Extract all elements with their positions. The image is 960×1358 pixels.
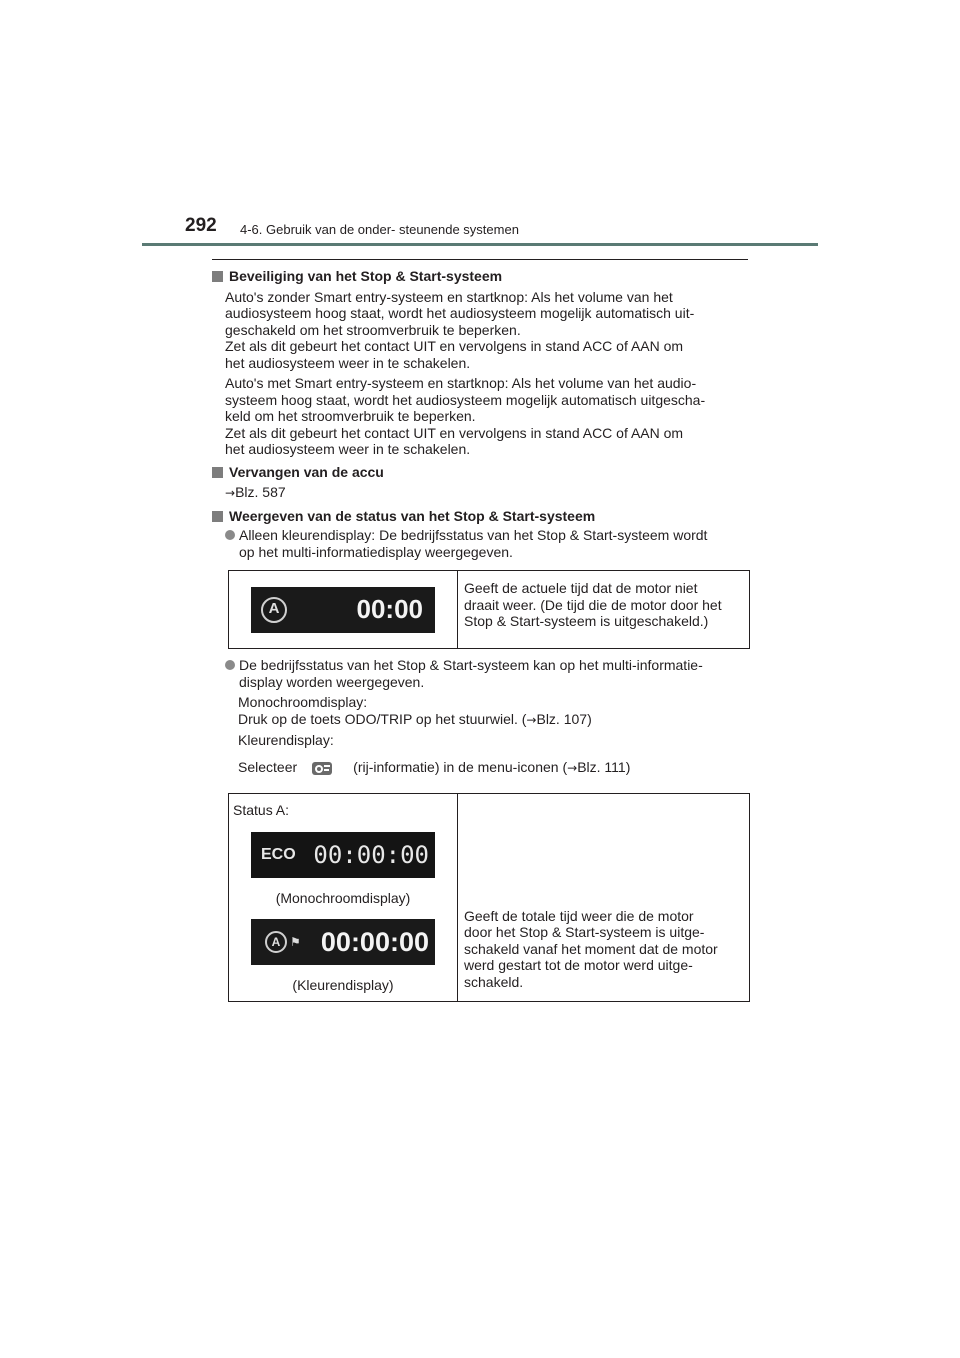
paragraph-no-smart-entry [225, 289, 748, 372]
arrow-icon: → [526, 712, 537, 727]
arrow-icon: → [567, 760, 578, 775]
page-number: 292 [185, 215, 217, 236]
info-table-current-time [228, 570, 750, 649]
auto-stop-icon: A [261, 597, 287, 623]
text-line: Alleen kleurendisplay: De bedrijfsstatus van het Stop & Start-systeem wordt [239, 527, 708, 543]
drive-info-icon [311, 759, 333, 777]
page-content [212, 266, 748, 1002]
instruction-text: Druk op de toets ODO/TRIP op het stuurwiel. ( [238, 710, 527, 727]
text-line: schakeld. [464, 973, 524, 990]
square-bullet-icon [212, 511, 223, 522]
round-bullet-icon [225, 530, 235, 540]
flag-icon: ⚑ [290, 934, 301, 949]
text-line: werd gestart tot de motor werd uitge- [464, 957, 693, 974]
auto-stop-icon: A [265, 931, 287, 953]
text-line: op het multi-informatiedisplay weergegeven. [239, 543, 513, 560]
bullet-text [239, 527, 748, 560]
text-line: Geeft de actuele tijd dat de motor niet [464, 580, 698, 596]
square-bullet-icon [212, 467, 223, 478]
color-display-image [251, 587, 435, 633]
section-title: Vervangen van de accu [229, 463, 384, 480]
text-line: draait weer. (De tijd die de motor door het [464, 596, 722, 613]
bullet-multi-info [225, 657, 748, 690]
text-line: audiosysteem hoog staat, wordt het audiosysteem mogelijk automatisch uit- [225, 305, 695, 321]
round-bullet-icon [225, 660, 235, 670]
mono-caption: (Monochroomdisplay) [275, 890, 411, 907]
mono-instruction [238, 711, 748, 729]
display-cell [229, 571, 458, 649]
display-cell [229, 793, 458, 1001]
text-line: systeem hoog staat, wordt het audiosysteem mogelijk automatisch uitgescha- [225, 391, 706, 408]
select-suffix: (rij-informatie) in de menu-iconen ( [353, 758, 568, 775]
chapter-title: 4-6. Gebruik van de onder- steunende systemen [240, 222, 519, 237]
square-bullet-icon [212, 271, 223, 282]
text-line: Geeft de totale tijd weer die de motor [464, 907, 694, 924]
text-line: Auto's zonder Smart entry-systeem en startknop: Als het volume van het [225, 288, 673, 305]
page-reference-link[interactable]: Blz. 107) [536, 710, 592, 727]
paragraph-smart-entry [225, 375, 748, 458]
bullet-text [239, 657, 748, 690]
select-prefix: Selecteer [238, 758, 298, 775]
section-title: Weergeven van de status van het Stop & Start-systeem [229, 507, 596, 524]
text-line: Zet als dit gebeurt het contact UIT en vervolgens in stand ACC of AAN om [225, 338, 684, 354]
description-cell [458, 571, 750, 649]
text-line: schakeld vanaf het moment dat de motor [464, 940, 718, 957]
mono-instructions [238, 694, 748, 728]
text-line: Auto's met Smart entry-systeem en startknop: Als het volume van het audio- [225, 375, 697, 391]
section-heading-status [212, 508, 748, 525]
color-display-time: 00:00:00 [320, 926, 429, 957]
text-line: display worden weergegeven. [239, 673, 425, 690]
text-line: keld om het stroomverbruik te beperken. [225, 408, 476, 424]
info-table-total-time [228, 793, 750, 1002]
text-line: geschakeld om het stroomverbruik te beperken. [225, 321, 521, 338]
color-label-row [238, 732, 748, 749]
eco-indicator: ECO [261, 846, 296, 864]
text-line: door het Stop & Start-systeem is uitge- [464, 924, 705, 941]
display-time: 00:00 [356, 594, 423, 625]
select-instruction [238, 759, 748, 777]
text-line: Stop & Start-systeem is uitgeschakeld.) [464, 613, 709, 629]
battery-reference [225, 484, 748, 502]
section-heading-battery [212, 464, 748, 481]
mono-label: Monochroomdisplay: [238, 694, 368, 710]
arrow-icon: → [225, 486, 236, 500]
section-title: Beveiliging van het Stop & Start-systeem [229, 268, 503, 284]
color-caption: (Kleurendisplay) [292, 976, 394, 993]
section-heading-security [212, 268, 748, 285]
status-label: Status A: [233, 801, 290, 818]
page-reference-link[interactable]: Blz. 587 [235, 484, 286, 500]
description-cell [458, 793, 750, 1001]
header-rule [142, 243, 818, 246]
text-line: De bedrijfsstatus van het Stop & Start-systeem kan op het multi-informatie- [239, 657, 703, 673]
mono-display-time: 00:00:00 [313, 841, 429, 870]
mono-display-image [251, 832, 435, 878]
page-reference-link[interactable]: Blz. 111) [577, 758, 631, 775]
color-label: Kleurendisplay: [238, 732, 334, 748]
text-line: het audiosysteem weer in te schakelen. [225, 441, 471, 457]
text-line: Zet als dit gebeurt het contact UIT en vervolgens in stand ACC of AAN om [225, 424, 684, 441]
section-rule [212, 259, 748, 260]
display-icons [265, 931, 301, 953]
bullet-color-only [225, 527, 748, 560]
text-line: het audiosysteem weer in te schakelen. [225, 354, 471, 371]
color-display-image [251, 919, 435, 965]
